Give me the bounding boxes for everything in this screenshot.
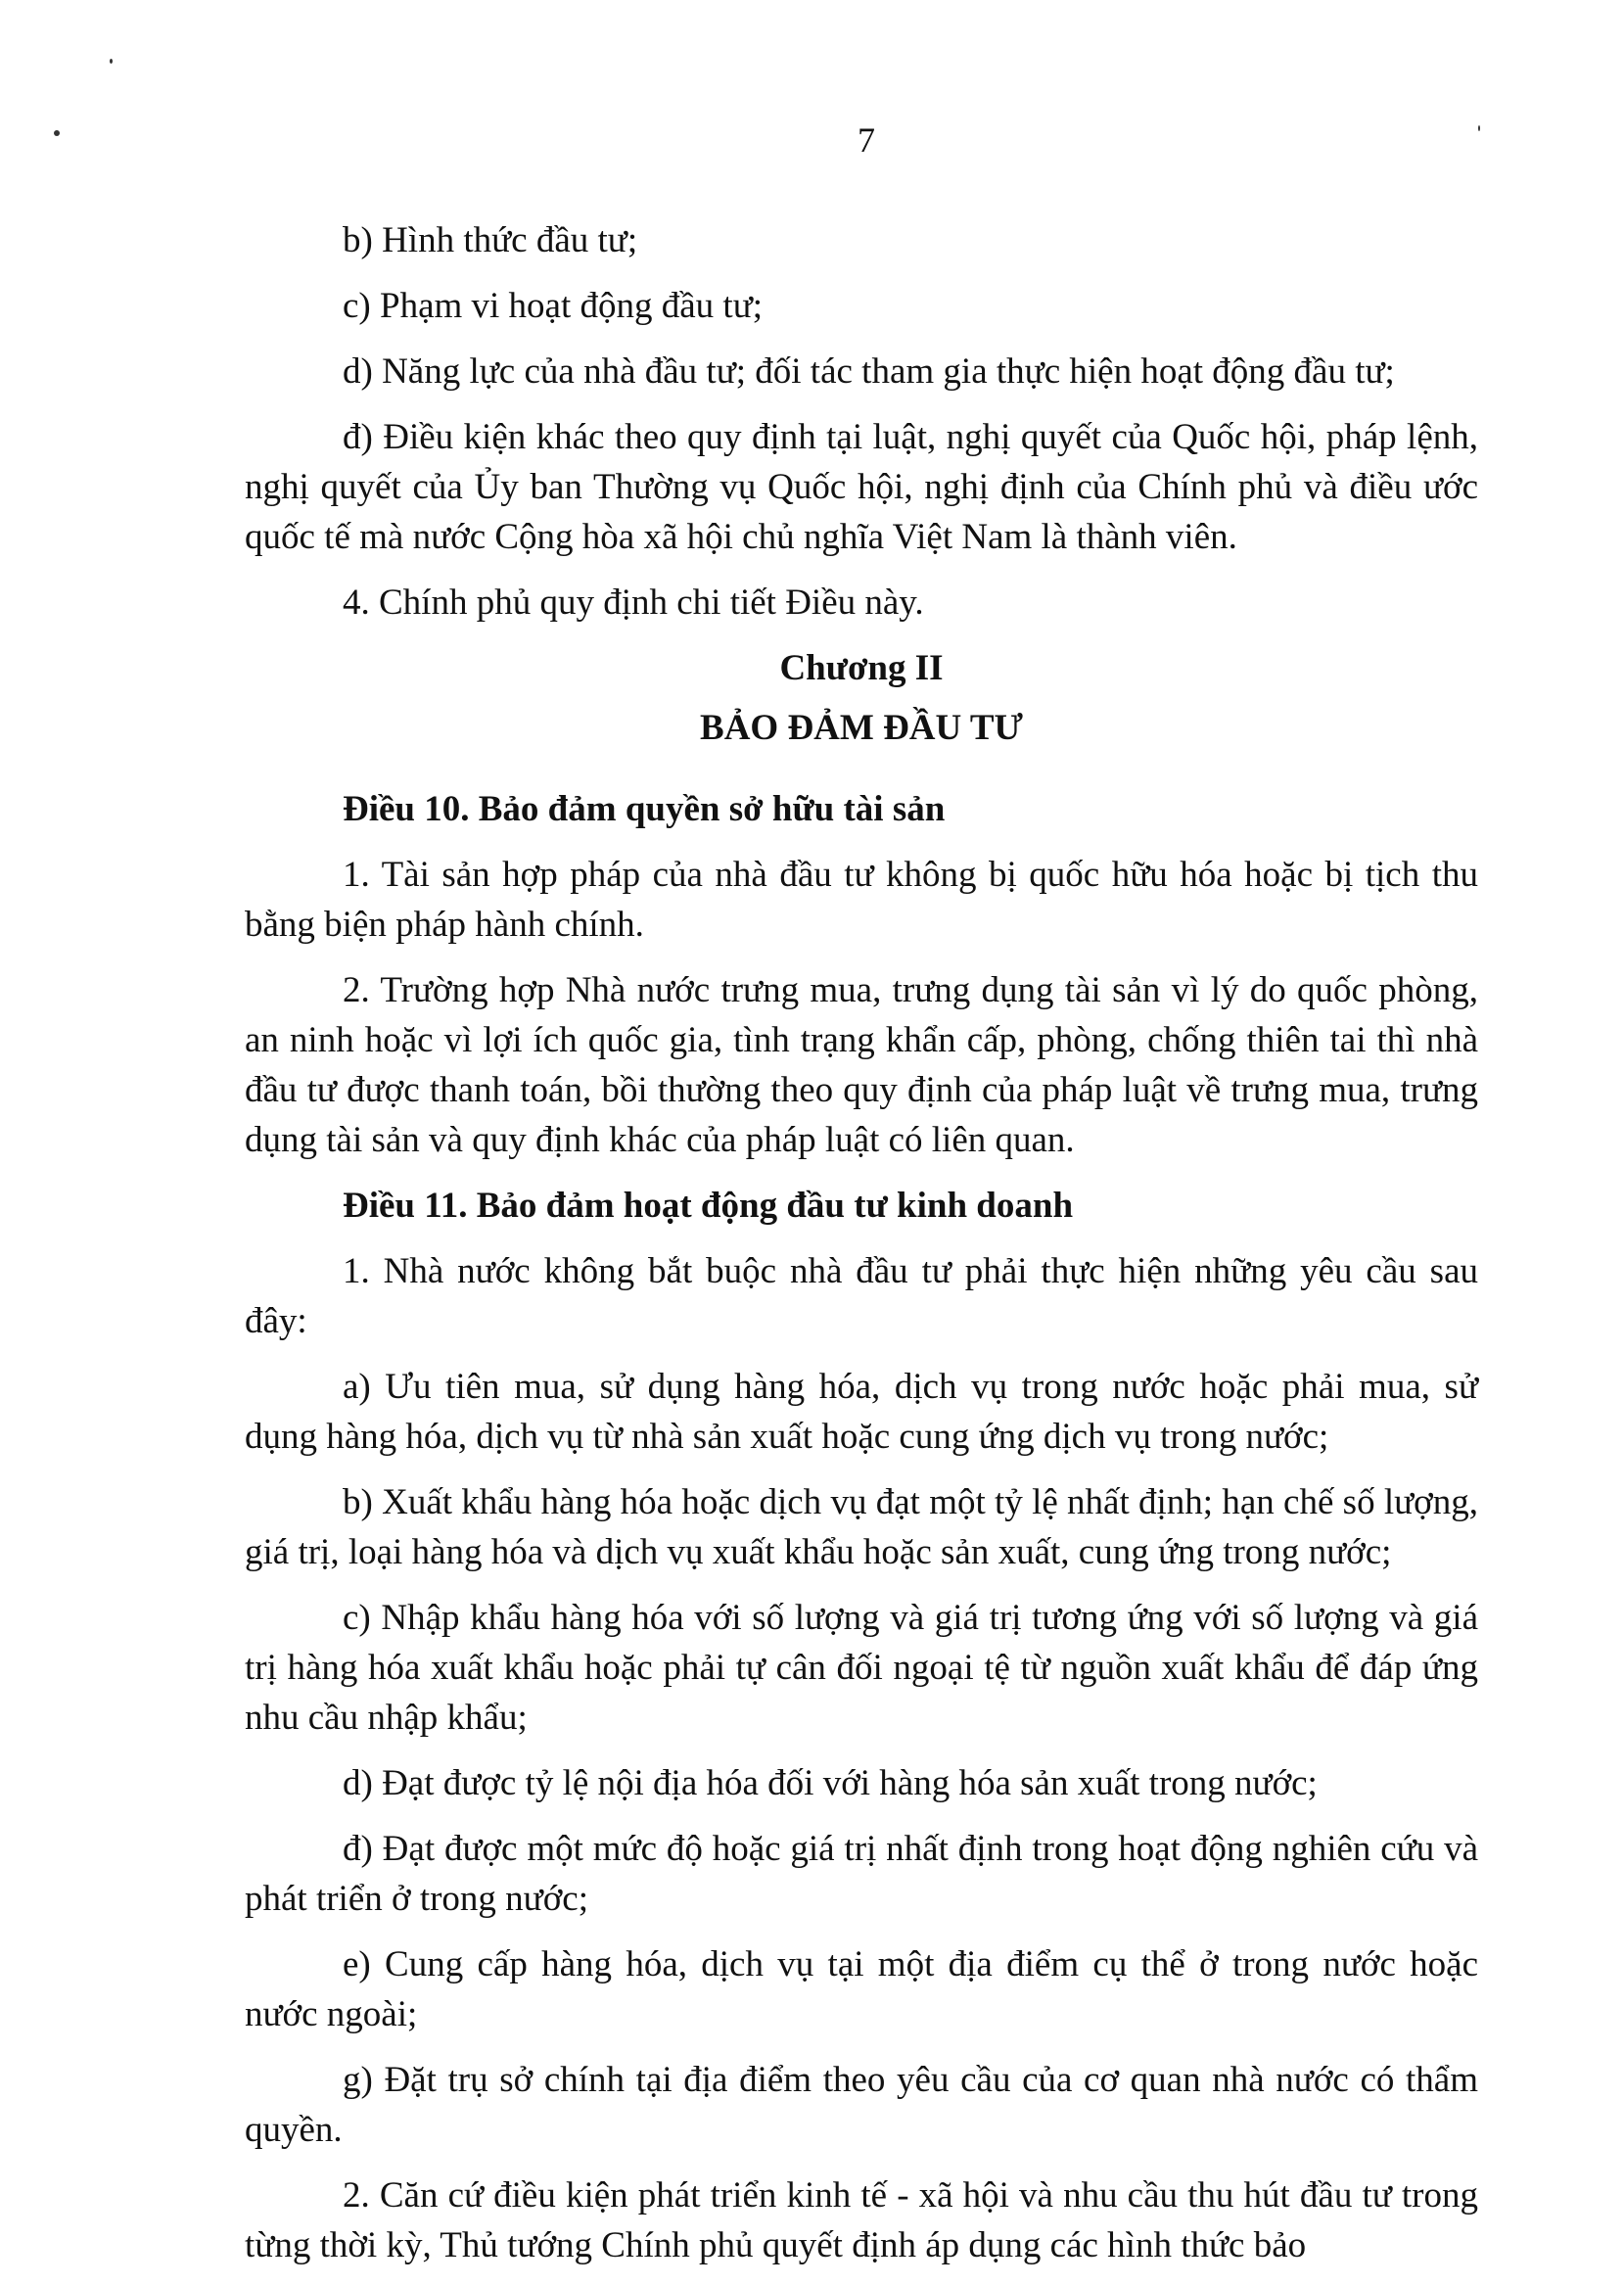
list-item: d) Năng lực của nhà đầu tư; đối tác tham gia thực hiện hoạt động đầu tư; <box>343 351 1395 392</box>
list-item: d) Đạt được tỷ lệ nội địa hóa đối với hàng hóa sản xuất trong nước; <box>343 1763 1318 1803</box>
list-item: b) Hình thức đầu tư; <box>343 220 638 260</box>
chapter-title: BẢO ĐẢM ĐẦU TƯ <box>700 708 1023 748</box>
document-body <box>245 215 1478 2286</box>
paragraph: 4. Chính phủ quy định chi tiết Điều này. <box>343 583 924 623</box>
article-11-heading: Điều 11. Bảo đảm hoạt động đầu tư kinh doanh <box>343 1186 1074 1226</box>
list-item: e) Cung cấp hàng hóa, dịch vụ tại một địa điểm cụ thể ở trong nước hoặc nước ngoài; <box>245 1944 1478 2034</box>
paragraph: 2. Trường hợp Nhà nước trưng mua, trưng dụng tài sản vì lý do quốc phòng, an ninh hoặc vì lợi ích quốc gia, tình trạng khẩn cấp, phòng, chống thiên tai thì nhà đầu tư được thanh toán, bồi thường theo quy định của pháp luật về trưng mua, trưng dụng tài sản và quy định khác của pháp luật có liên quan. <box>245 970 1478 1160</box>
list-item: c) Phạm vi hoạt động đầu tư; <box>343 286 764 326</box>
list-item: b) Xuất khẩu hàng hóa hoặc dịch vụ đạt một tỷ lệ nhất định; hạn chế số lượng, giá trị, loại hàng hóa và dịch vụ xuất khẩu hoặc sản xuất, cung ứng trong nước; <box>245 1482 1478 1572</box>
paragraph: 2. Căn cứ điều kiện phát triển kinh tế - xã hội và nhu cầu thu hút đầu tư trong từng thời kỳ, Thủ tướng Chính phủ quyết định áp dụng các hình thức bảo <box>245 2175 1478 2265</box>
scan-speck <box>110 59 113 64</box>
article-10-heading: Điều 10. Bảo đảm quyền sở hữu tài sản <box>343 789 946 829</box>
list-item: đ) Điều kiện khác theo quy định tại luật, nghị quyết của Quốc hội, pháp lệnh, nghị quyết của Ủy ban Thường vụ Quốc hội, nghị định của Chính phủ và điều ước quốc tế mà nước Cộng hòa xã hội chủ nghĩa Việt Nam là thành viên. <box>245 417 1478 557</box>
paragraph: 1. Nhà nước không bắt buộc nhà đầu tư phải thực hiện những yêu cầu sau đây: <box>245 1251 1478 1341</box>
chapter-label: Chương II <box>779 648 944 688</box>
page-number: 7 <box>858 120 875 160</box>
paragraph: 1. Tài sản hợp pháp của nhà đầu tư không bị quốc hữu hóa hoặc bị tịch thu bằng biện pháp hành chính. <box>245 855 1478 945</box>
list-item: đ) Đạt được một mức độ hoặc giá trị nhất định trong hoạt động nghiên cứu và phát triển ở trong nước; <box>245 1829 1478 1919</box>
list-item: c) Nhập khẩu hàng hóa với số lượng và giá trị tương ứng với số lượng và giá trị hàng hóa xuất khẩu hoặc phải tự cân đối ngoại tệ từ nguồn xuất khẩu để đáp ứng nhu cầu nhập khẩu; <box>245 1598 1478 1738</box>
list-item: g) Đặt trụ sở chính tại địa điểm theo yêu cầu của cơ quan nhà nước có thẩm quyền. <box>245 2060 1478 2150</box>
list-item: a) Ưu tiên mua, sử dụng hàng hóa, dịch vụ trong nước hoặc phải mua, sử dụng hàng hóa, dịch vụ từ nhà sản xuất hoặc cung ứng dịch vụ trong nước; <box>245 1367 1478 1457</box>
